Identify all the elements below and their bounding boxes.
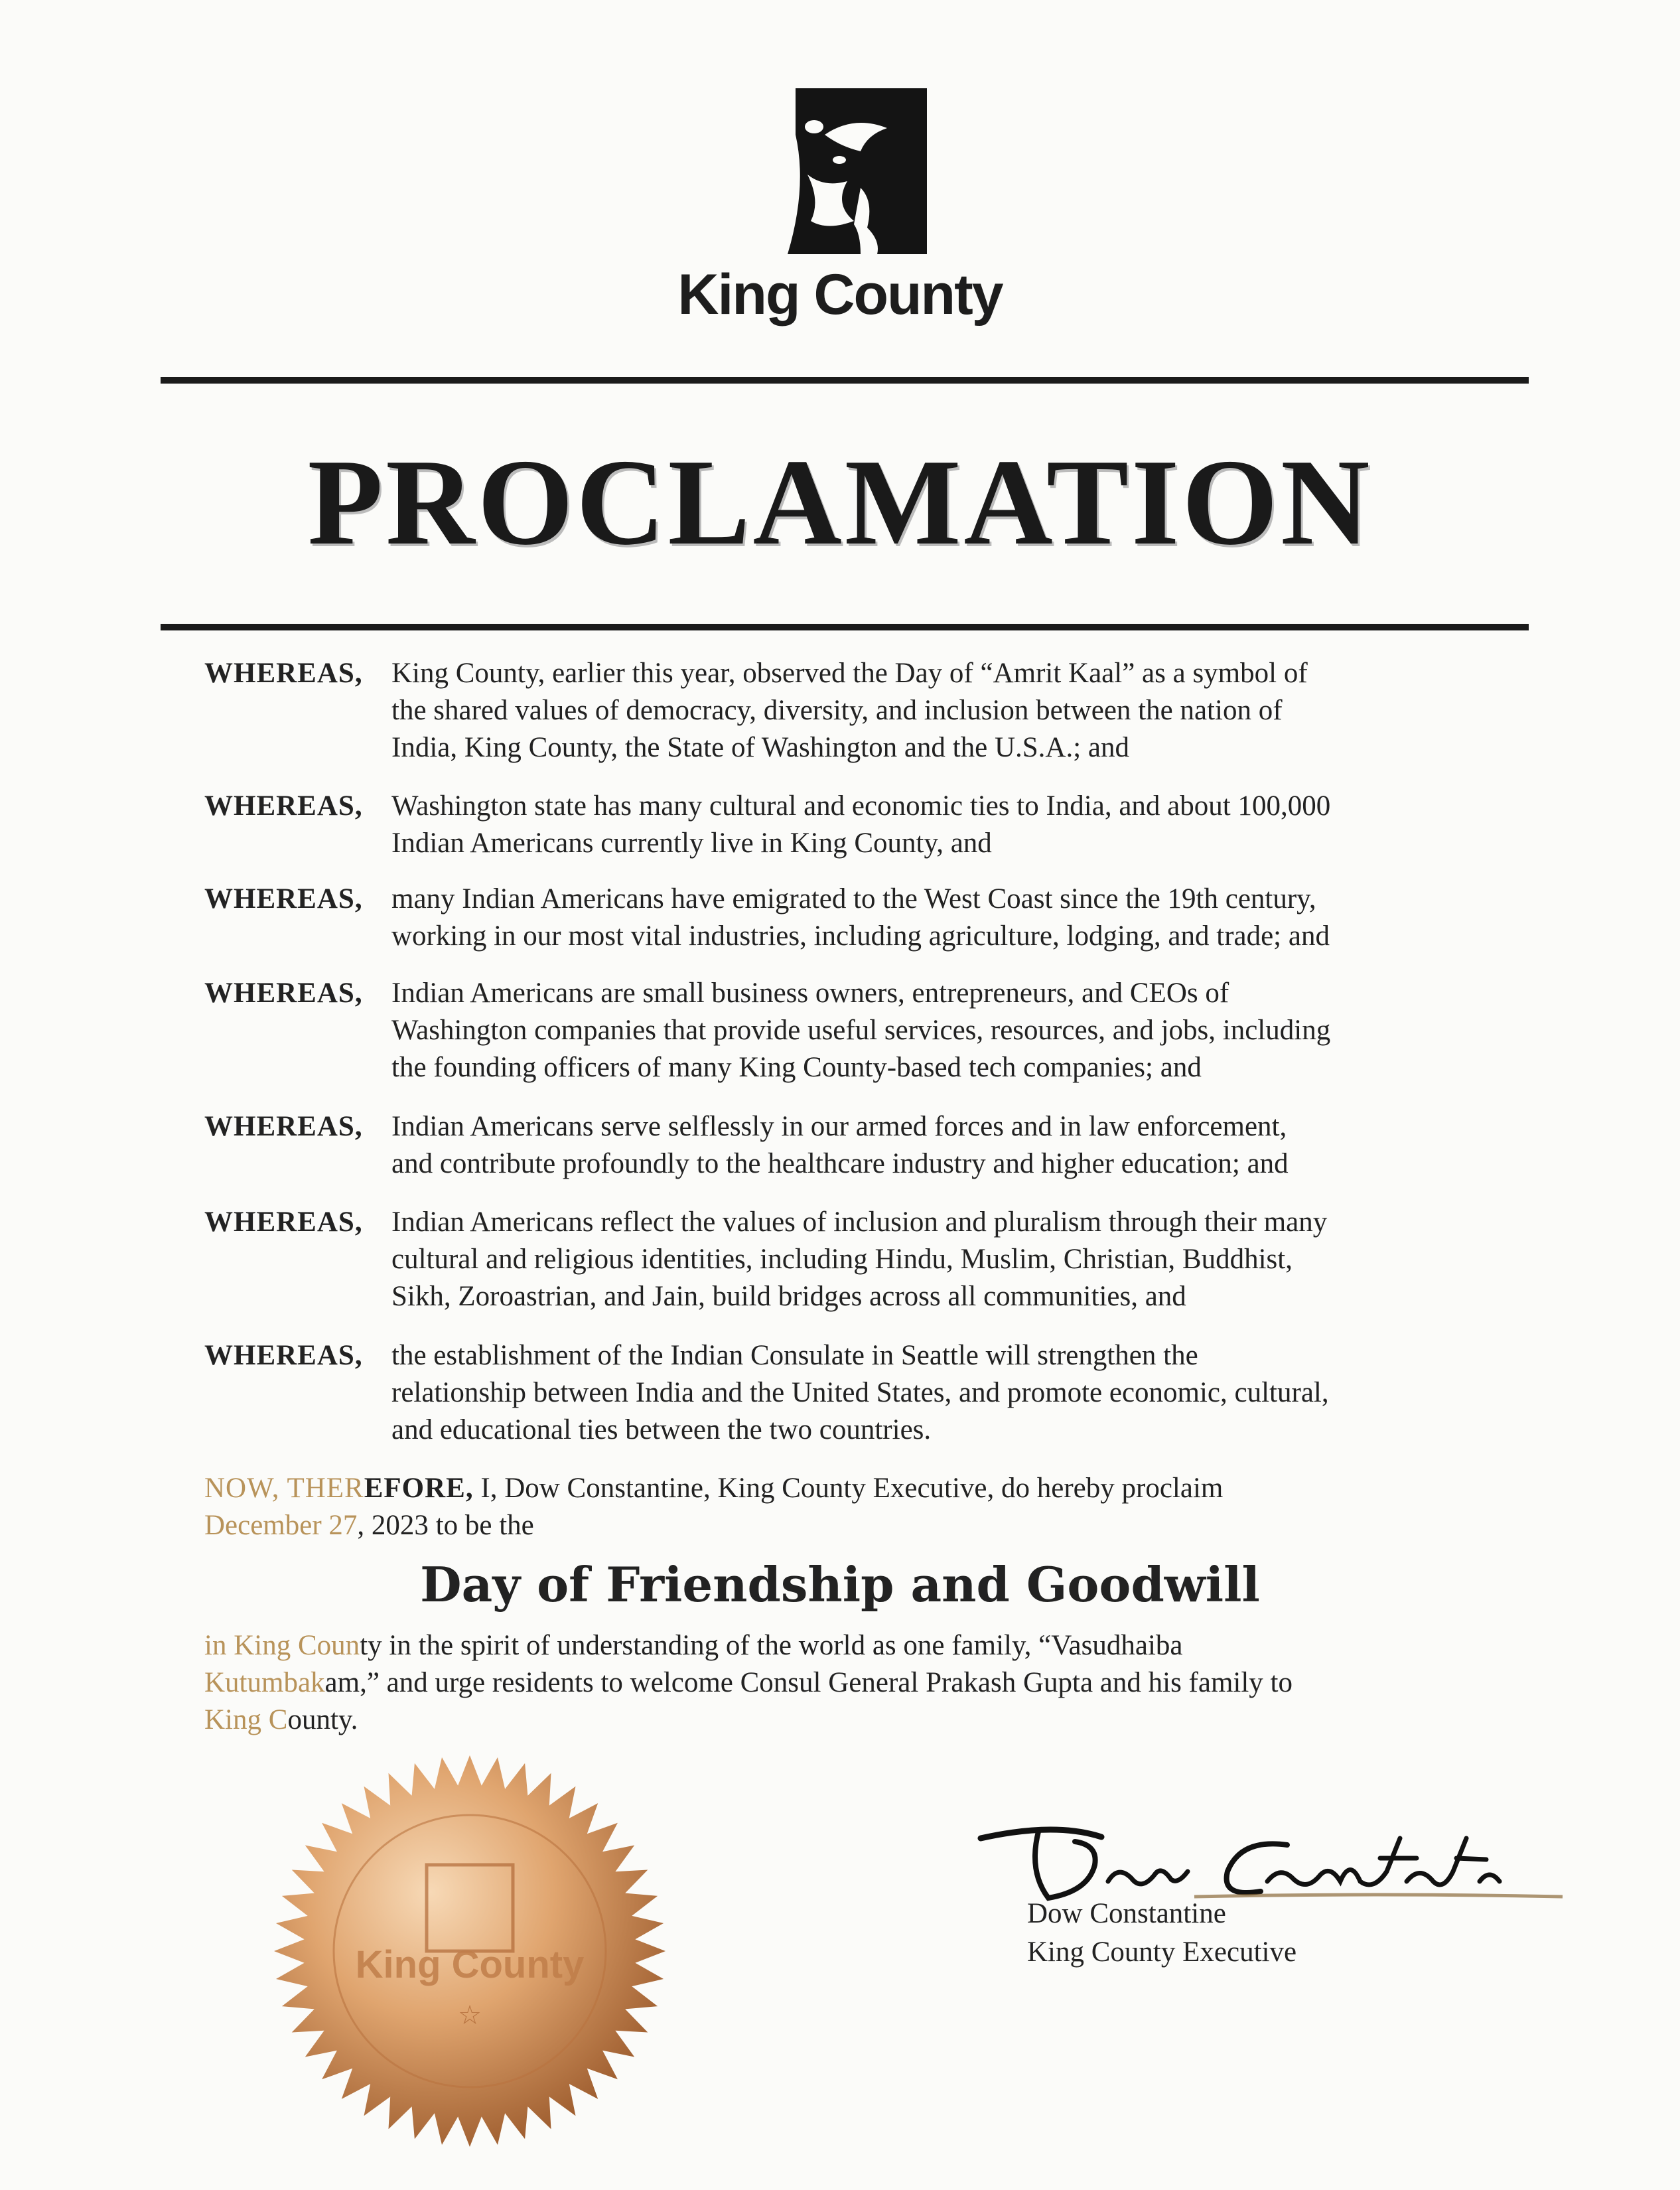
clause-keyword: WHEREAS,	[204, 1206, 363, 1238]
signatory-title: King County Executive	[1027, 1936, 1297, 1968]
therefore-keyword-gold: NOW, THER	[204, 1473, 364, 1504]
clause-line: the founding officers of many King County-based tech companies; and	[391, 1052, 1202, 1083]
closing-line	[204, 1627, 1498, 1664]
gold-seal-icon	[271, 1752, 669, 2150]
signatory-name: Dow Constantine	[1027, 1898, 1226, 1929]
clause-line: the establishment of the Indian Consulate in Seattle will strengthen the	[391, 1340, 1198, 1371]
proclamation-text: I, Dow Constantine, King County Executive, do hereby proclaim	[473, 1473, 1224, 1504]
seal-text: King County	[355, 1943, 585, 1986]
clause-line: Washington state has many cultural and economic ties to India, and about 100,000	[391, 790, 1331, 822]
closing-line	[204, 1664, 1498, 1702]
whereas-clause-2	[204, 788, 1498, 862]
organization-name: King County	[677, 263, 1003, 327]
proclamation-line-2	[204, 1507, 1498, 1544]
clause-line: cultural and religious identities, including Hindu, Muslim, Christian, Buddhist,	[391, 1244, 1293, 1275]
bottom-divider	[161, 624, 1529, 630]
clause-line: Sikh, Zoroastrian, and Jain, build bridges across all communities, and	[391, 1281, 1186, 1312]
whereas-clause-4	[204, 975, 1498, 1086]
proclamation-text: , 2023 to be the	[357, 1510, 534, 1541]
seal-star-glyph: ☆	[458, 2000, 482, 2031]
closing-line	[204, 1702, 1498, 1739]
whereas-clause-6	[204, 1204, 1498, 1315]
whereas-clause-7	[204, 1337, 1498, 1449]
top-divider	[161, 377, 1529, 384]
clause-line: working in our most vital industries, including agriculture, lodging, and trade; and	[391, 920, 1330, 952]
page-title: PROCLAMATION	[307, 434, 1373, 571]
closing-text: ty in the spirit of understanding of the world as one family, “Vasudhaiba	[360, 1630, 1183, 1661]
closing-text: am,” and urge residents to welcome Consul General Prakash Gupta and his family to	[324, 1667, 1293, 1698]
whereas-clause-5	[204, 1108, 1498, 1183]
clause-line: and educational ties between the two countries.	[391, 1414, 932, 1445]
clause-line: the shared values of democracy, diversity, and inclusion between the nation of	[391, 695, 1283, 726]
proclamation-date: December 27	[204, 1510, 358, 1541]
clause-line: Indian Americans reflect the values of inclusion and pluralism through their many	[391, 1206, 1328, 1238]
clause-keyword: WHEREAS,	[204, 658, 363, 689]
proclamation-statement	[204, 1470, 1498, 1544]
clause-keyword: WHEREAS,	[204, 883, 363, 914]
therefore-keyword: EFORE,	[364, 1473, 474, 1504]
closing-gold: Kutumbak	[204, 1667, 325, 1698]
clause-keyword: WHEREAS,	[204, 1340, 363, 1371]
clause-line: relationship between India and the United States, and promote economic, cultural,	[391, 1377, 1329, 1408]
day-title: Day of Friendship and Goodwill	[420, 1556, 1260, 1613]
clause-line: Indian Americans currently live in King County, and	[391, 828, 992, 859]
clause-line: King County, earlier this year, observed the Day of “Amrit Kaal” as a symbol of	[391, 658, 1308, 689]
clause-line: Indian Americans serve selflessly in our armed forces and in law enforcement,	[391, 1111, 1287, 1142]
clause-line: India, King County, the State of Washington and the U.S.A.; and	[391, 732, 1130, 763]
whereas-clause-3	[204, 881, 1498, 955]
clause-keyword: WHEREAS,	[204, 790, 363, 822]
closing-gold: in King Coun	[204, 1630, 360, 1661]
clause-line: Washington companies that provide useful services, resources, and jobs, including	[391, 1015, 1331, 1046]
clause-keyword: WHEREAS,	[204, 978, 363, 1009]
king-county-logo-icon	[761, 88, 927, 254]
clause-line: and contribute profoundly to the healthcare industry and higher education; and	[391, 1148, 1289, 1179]
closing-gold: King C	[204, 1704, 288, 1735]
clause-line: Indian Americans are small business owners, entrepreneurs, and CEOs of	[391, 978, 1229, 1009]
closing-statement	[204, 1627, 1498, 1739]
clause-keyword: WHEREAS,	[204, 1111, 363, 1142]
proclamation-line-1	[204, 1470, 1498, 1507]
closing-text: ounty.	[287, 1704, 358, 1735]
whereas-clause-1	[204, 655, 1498, 767]
clause-line: many Indian Americans have emigrated to the West Coast since the 19th century,	[391, 883, 1316, 914]
